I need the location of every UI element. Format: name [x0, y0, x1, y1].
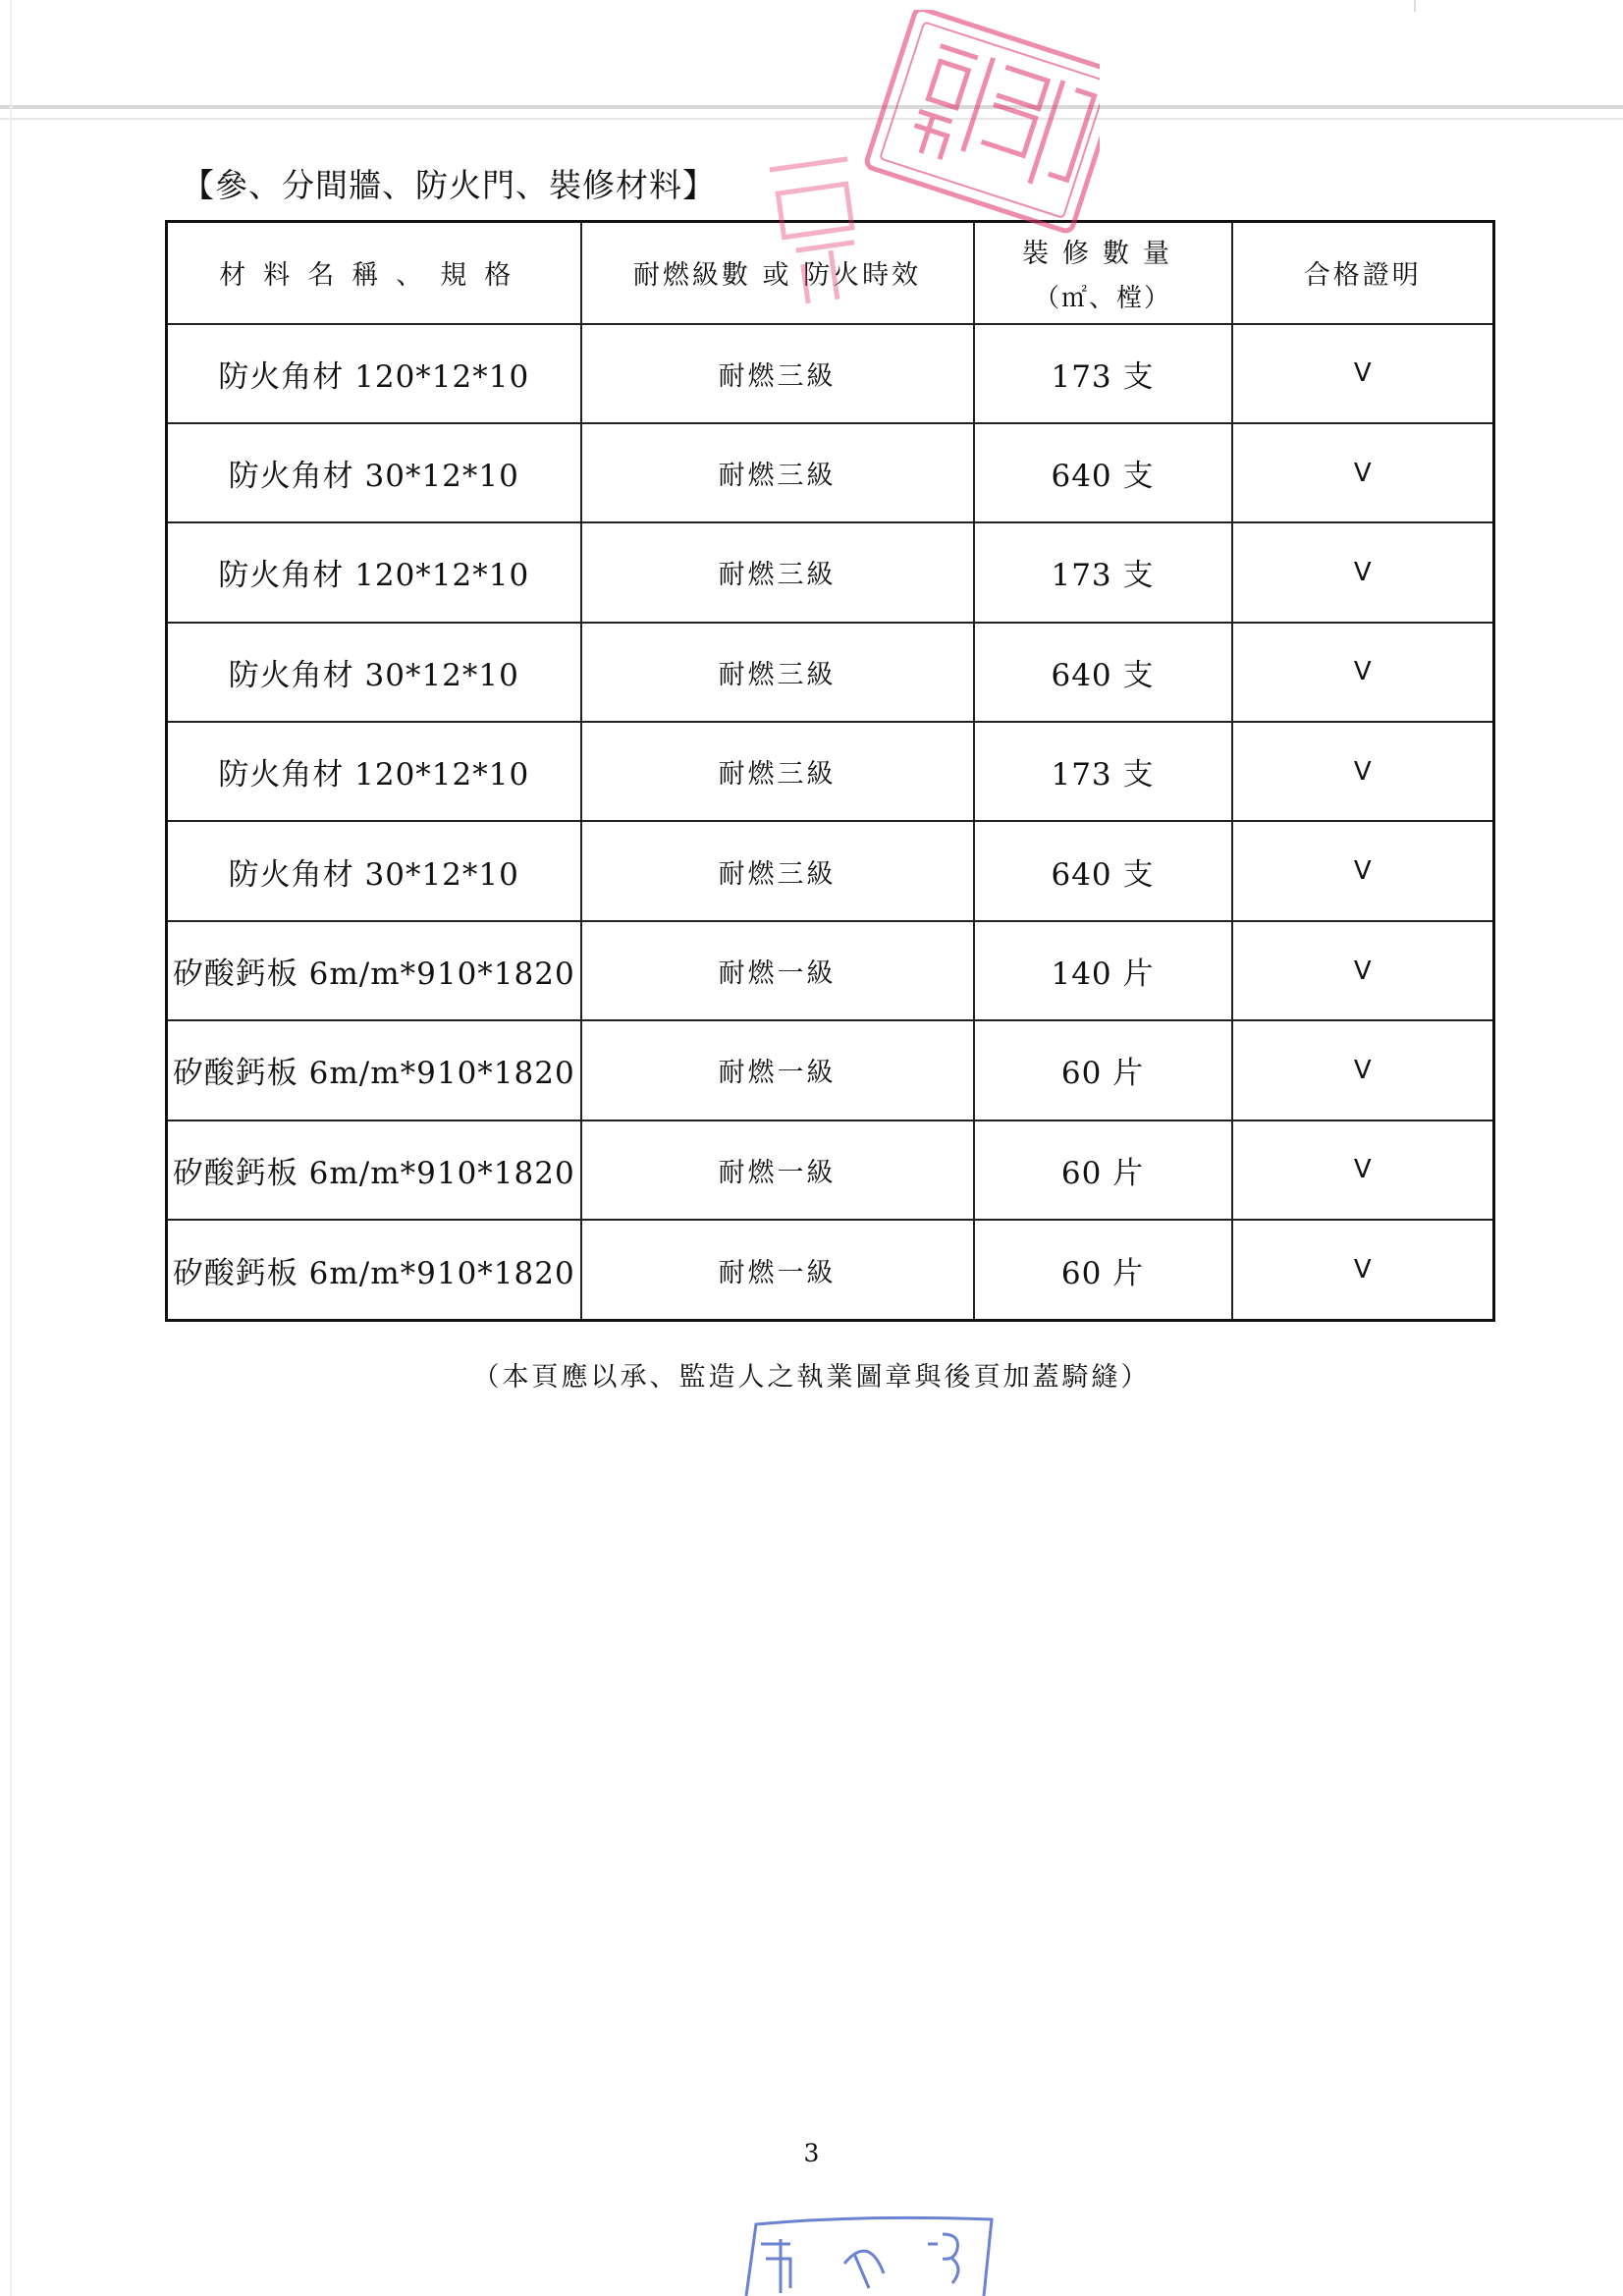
scan-edge-line [0, 118, 1623, 120]
cell-material-name: 防火角材 30*12*10 [167, 423, 581, 522]
cell-quantity: 640 支 [974, 623, 1232, 722]
header-quantity-unit: （㎡、樘） [1033, 283, 1171, 313]
scan-edge-line [1414, 0, 1416, 12]
table-row [167, 921, 1494, 1020]
cell-fire-grade: 耐燃一級 [581, 921, 974, 1020]
cell-certificate-check: V [1232, 1020, 1494, 1120]
table-row [167, 522, 1494, 622]
cell-quantity: 60 片 [974, 1220, 1232, 1320]
header-certificate: 合格證明 [1232, 222, 1494, 324]
cell-certificate-check: V [1232, 1220, 1494, 1320]
table-row [167, 821, 1494, 920]
cell-certificate-check: V [1232, 821, 1494, 920]
cell-fire-grade: 耐燃一級 [581, 1220, 974, 1320]
table-row [167, 623, 1494, 722]
cell-material-name: 矽酸鈣板 6m/m*910*1820 [167, 1121, 581, 1220]
cell-fire-grade: 耐燃三級 [581, 722, 974, 821]
table-header-row [167, 222, 1494, 324]
cell-certificate-check: V [1232, 522, 1494, 622]
page-number: 3 [803, 2139, 820, 2167]
cell-quantity: 173 支 [974, 522, 1232, 622]
blue-seal-stamp [727, 2214, 1011, 2296]
cell-certificate-check: V [1232, 324, 1494, 423]
cell-material-name: 防火角材 30*12*10 [167, 821, 581, 920]
cell-quantity: 60 片 [974, 1020, 1232, 1120]
seal-instruction-note: （本頁應以承、監造人之執業圖章與後頁加蓋騎縫） [472, 1362, 1151, 1393]
scan-edge-line [10, 0, 12, 2296]
cell-quantity: 140 片 [974, 921, 1232, 1020]
cell-fire-grade: 耐燃三級 [581, 423, 974, 522]
cell-fire-grade: 耐燃三級 [581, 623, 974, 722]
header-quantity [974, 222, 1232, 324]
cell-quantity: 640 支 [974, 821, 1232, 920]
cell-certificate-check: V [1232, 722, 1494, 821]
header-fire-grade: 耐燃級數 或 防火時效 [581, 222, 974, 324]
table-row [167, 722, 1494, 821]
table-row [167, 423, 1494, 522]
cell-certificate-check: V [1232, 921, 1494, 1020]
cell-material-name: 矽酸鈣板 6m/m*910*1820 [167, 921, 581, 1020]
cell-fire-grade: 耐燃三級 [581, 821, 974, 920]
cell-fire-grade: 耐燃三級 [581, 324, 974, 423]
cell-quantity: 173 支 [974, 324, 1232, 423]
cell-material-name: 矽酸鈣板 6m/m*910*1820 [167, 1020, 581, 1120]
cell-quantity: 173 支 [974, 722, 1232, 821]
cell-fire-grade: 耐燃一級 [581, 1121, 974, 1220]
header-name-spec: 材料名稱、規格 [167, 222, 581, 324]
materials-table [165, 220, 1495, 1322]
table-row [167, 1220, 1494, 1320]
cell-quantity: 60 片 [974, 1121, 1232, 1220]
table-row [167, 1020, 1494, 1120]
table-row [167, 324, 1494, 423]
cell-fire-grade: 耐燃三級 [581, 522, 974, 622]
cell-material-name: 防火角材 120*12*10 [167, 722, 581, 821]
header-quantity-label: 裝修數量 [1022, 238, 1183, 269]
cell-certificate-check: V [1232, 623, 1494, 722]
cell-fire-grade: 耐燃一級 [581, 1020, 974, 1120]
cell-material-name: 防火角材 120*12*10 [167, 324, 581, 423]
cell-quantity: 640 支 [974, 423, 1232, 522]
cell-material-name: 防火角材 30*12*10 [167, 623, 581, 722]
cell-certificate-check: V [1232, 1121, 1494, 1220]
cell-material-name: 防火角材 120*12*10 [167, 522, 581, 622]
cell-material-name: 矽酸鈣板 6m/m*910*1820 [167, 1220, 581, 1320]
cell-certificate-check: V [1232, 423, 1494, 522]
table-row [167, 1121, 1494, 1220]
scan-edge-line [0, 105, 1623, 109]
section-title: 【參、分間牆、防火門、裝修材料】 [182, 166, 716, 204]
